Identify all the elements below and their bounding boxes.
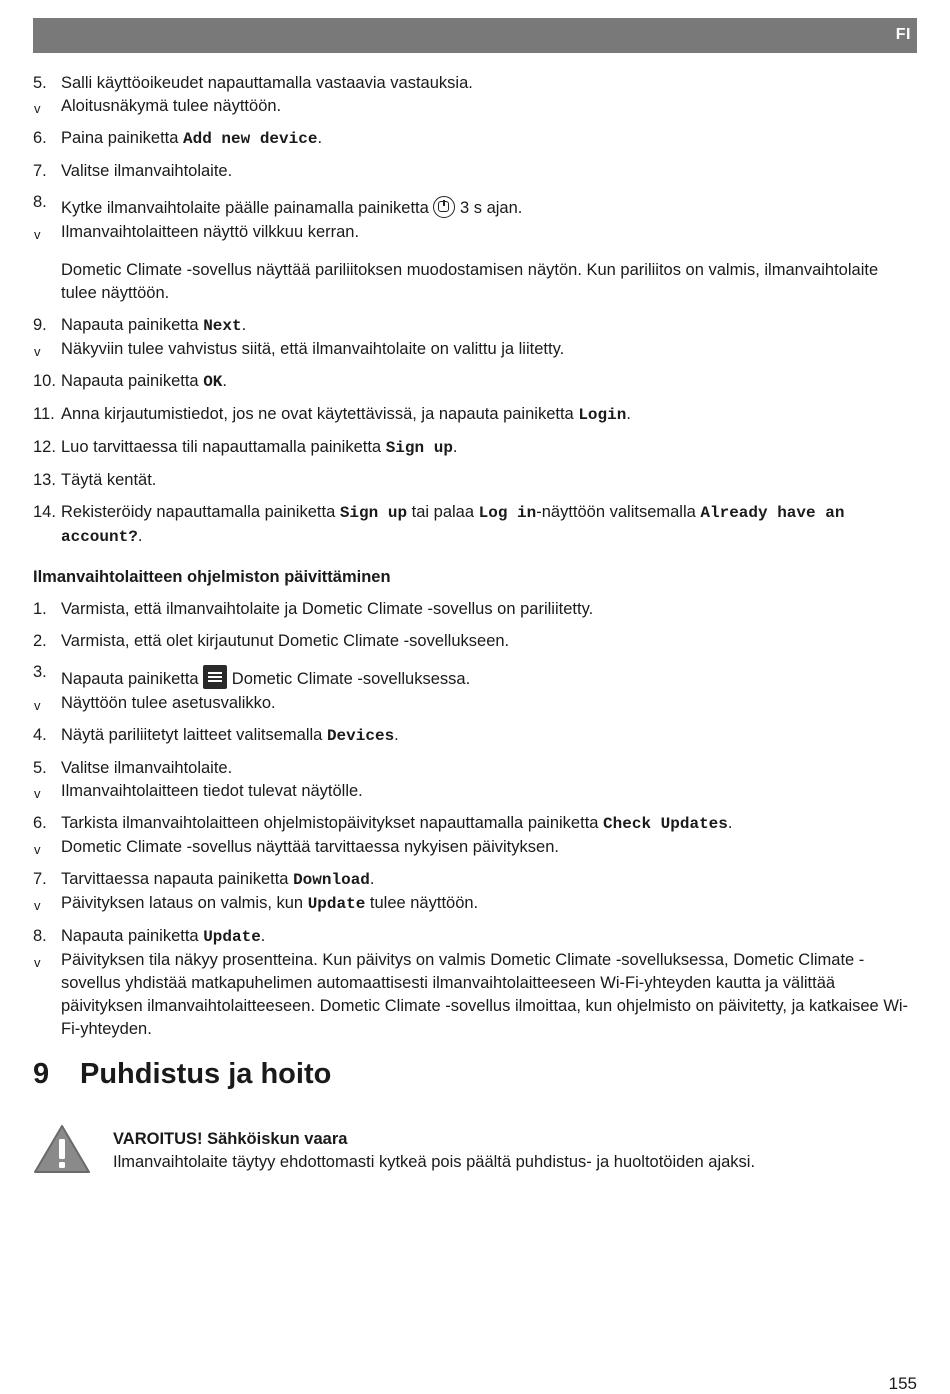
result-text-pre: Päivityksen lataus on valmis, kun <box>61 894 308 912</box>
ui-term: Download <box>293 871 370 889</box>
ui-term: Devices <box>326 727 395 745</box>
step-7 <box>33 868 913 892</box>
result-marker: v <box>34 786 41 801</box>
ui-term: Already have an account? <box>61 504 845 546</box>
result-item <box>33 780 913 803</box>
step-number: 14. <box>33 503 56 521</box>
info-text: Dometic Climate -sovellus näyttää pariliitoksen muodostamisen näytön. Kun pariliitos on valmis, ilmanvaihtolaite tulee näyttöön. <box>61 261 879 302</box>
step-6 <box>33 812 913 836</box>
power-mode-button-icon <box>433 196 455 218</box>
warning-title: VAROITUS! Sähköiskun vaara <box>113 1130 348 1148</box>
step-10 <box>33 370 913 394</box>
step-14 <box>33 501 913 549</box>
header-bar <box>33 18 917 53</box>
language-code: FI <box>895 26 911 43</box>
step-text-pre: Napauta painiketta <box>61 670 204 688</box>
step-11 <box>33 403 913 427</box>
ui-term: Check Updates <box>603 815 728 833</box>
step-text-mid2: -näyttöön valitsemalla <box>536 503 701 521</box>
result-marker: v <box>34 898 41 913</box>
step-text: Varmista, että ilmanvaihtolaite ja Dometic Climate -sovellus on pariliitetty. <box>61 600 594 618</box>
step-3 <box>33 665 913 692</box>
step-7 <box>33 160 913 183</box>
step-text-post: . <box>626 405 631 423</box>
step-text-pre: Kytke ilmanvaihtolaite päälle painamalla painiketta <box>61 199 434 217</box>
result-marker: v <box>34 698 41 713</box>
step-text-post: . <box>137 527 143 545</box>
result-marker: v <box>34 227 41 242</box>
ui-term: Next <box>203 317 242 335</box>
result-text: Näkyviin tulee vahvistus siitä, että ilmanvaihtolaite on valittu ja liitetty. <box>61 340 565 358</box>
step-number: 6. <box>33 129 47 147</box>
step-number: 6. <box>33 814 47 832</box>
step-text: Salli käyttöoikeudet napauttamalla vastaavia vastauksia. <box>61 74 473 92</box>
steps-list-pairing <box>33 72 913 549</box>
menu-icon <box>203 665 227 689</box>
step-text: Varmista, että olet kirjautunut Dometic Climate -sovellukseen. <box>61 632 510 650</box>
step-8 <box>33 925 913 949</box>
step-2 <box>33 630 913 653</box>
chapter-heading <box>33 1058 331 1091</box>
step-text-pre: Rekisteröidy napauttamalla painiketta <box>61 503 340 521</box>
step-text-pre: Anna kirjautumistiedot, jos ne ovat käytettävissä, ja napauta painiketta <box>61 405 579 423</box>
ui-term: Add new device <box>183 130 318 148</box>
step-text-post: . <box>317 129 323 147</box>
step-text-post: Dometic Climate -sovelluksessa. <box>227 670 471 688</box>
ui-term: Log in <box>478 504 537 522</box>
result-item <box>33 892 913 916</box>
ui-term: Sign up <box>385 439 453 457</box>
ui-term: Update <box>307 895 366 913</box>
step-5 <box>33 72 913 95</box>
result-text: Dometic Climate -sovellus näyttää tarvittaessa nykyisen päivityksen. <box>61 838 559 856</box>
result-item <box>33 95 913 118</box>
ui-term: OK <box>203 373 223 391</box>
step-text-post: . <box>241 316 247 334</box>
step-text-post: . <box>452 438 458 456</box>
step-number: 5. <box>33 74 47 92</box>
step-12 <box>33 436 913 460</box>
step-text-pre: Tarkista ilmanvaihtolaitteen ohjelmistopäivitykset napauttamalla painiketta <box>61 814 604 832</box>
step-text: Valitse ilmanvaihtolaite. <box>61 759 233 777</box>
ui-term: Sign up <box>339 504 408 522</box>
step-13 <box>33 469 913 492</box>
step-number: 4. <box>33 726 47 744</box>
step-number: 9. <box>33 316 47 334</box>
step-text-pre: Näytä pariliitetyt laitteet valitsemalla <box>61 726 327 744</box>
result-text-post: tulee näyttöön. <box>365 894 479 912</box>
step-text-mid: tai palaa <box>407 503 479 521</box>
ui-term: Update <box>203 928 261 946</box>
result-item <box>33 949 913 1041</box>
step-number: 1. <box>33 600 47 618</box>
result-item <box>33 692 913 715</box>
step-5 <box>33 757 913 780</box>
chapter-number: 9 <box>33 1058 50 1090</box>
step-text-post: . <box>394 726 399 744</box>
step-text-post: . <box>369 870 375 888</box>
result-text: Aloitusnäkymä tulee näyttöön. <box>61 97 282 115</box>
result-text: Näyttöön tulee asetusvalikko. <box>61 694 276 712</box>
chapter-title: Puhdistus ja hoito <box>80 1058 332 1090</box>
result-text: Päivityksen tila näkyy prosentteina. Kun päivitys on valmis Dometic Climate -sovelluksessa, Dometic Climate -sovellus yhdistää matkapuhelimen automaattisesti ilmanvaihtolaitteeseen Wi-Fi-yhteyden kautta ja välittää päivityksen ilmanvaihtolaitteeseen. Dometic Climate -sovellus ilmoittaa, kun ohjelmisto on päivitetty, ja katkaisee Wi-Fi-yhteyden. <box>61 951 909 1038</box>
step-text-post: . <box>222 372 227 390</box>
warning-box <box>113 1128 755 1174</box>
result-marker: v <box>34 955 41 970</box>
section-heading: Ilmanvaihtolaitteen ohjelmiston päivittäminen <box>33 568 391 586</box>
step-9 <box>33 314 913 338</box>
result-marker: v <box>34 842 41 857</box>
step-text-pre: Napauta painiketta <box>61 316 204 334</box>
result-item <box>33 221 913 244</box>
step-text-pre: Tarvittaessa napauta painiketta <box>61 870 294 888</box>
result-marker: v <box>34 101 41 116</box>
step-number: 8. <box>33 193 47 211</box>
step-number: 11. <box>33 405 55 423</box>
step-number: 3. <box>33 663 47 681</box>
info-paragraph <box>33 259 913 305</box>
step-text-post: . <box>260 927 266 945</box>
page-number: 155 <box>888 1374 917 1393</box>
step-text-pre: Napauta painiketta <box>61 372 204 390</box>
step-number: 2. <box>33 632 47 650</box>
result-text: Ilmanvaihtolaitteen näyttö vilkkuu kerran. <box>61 223 360 241</box>
result-text: Ilmanvaihtolaitteen tiedot tulevat näytölle. <box>61 782 363 800</box>
step-text-post: . <box>727 814 733 832</box>
step-number: 7. <box>33 162 47 180</box>
step-6 <box>33 127 913 151</box>
step-number: 10. <box>33 372 56 390</box>
step-text-pre: Napauta painiketta <box>61 927 204 945</box>
step-number: 8. <box>33 927 47 945</box>
warning-text: Ilmanvaihtolaite täytyy ehdottomasti kytkeä pois päältä puhdistus- ja huoltotöiden ajaksi. <box>113 1153 756 1171</box>
step-number: 12. <box>33 438 56 456</box>
step-text-pre: Paina painiketta <box>61 129 184 147</box>
result-item <box>33 338 913 361</box>
warning-triangle-icon <box>33 1124 91 1174</box>
ui-term: Login <box>578 406 627 424</box>
step-number: 7. <box>33 870 47 888</box>
step-text: Täytä kentät. <box>61 471 157 489</box>
result-item <box>33 836 913 859</box>
result-marker: v <box>34 344 41 359</box>
step-4 <box>33 724 913 748</box>
step-8 <box>33 195 913 221</box>
step-text-pre: Luo tarvittaessa tili napauttamalla painiketta <box>61 438 386 456</box>
step-text-post: 3 s ajan. <box>455 199 523 217</box>
step-text: Valitse ilmanvaihtolaite. <box>61 162 233 180</box>
steps-list-update <box>33 566 913 1041</box>
step-1 <box>33 598 913 621</box>
step-number: 5. <box>33 759 47 777</box>
step-number: 13. <box>33 471 56 489</box>
